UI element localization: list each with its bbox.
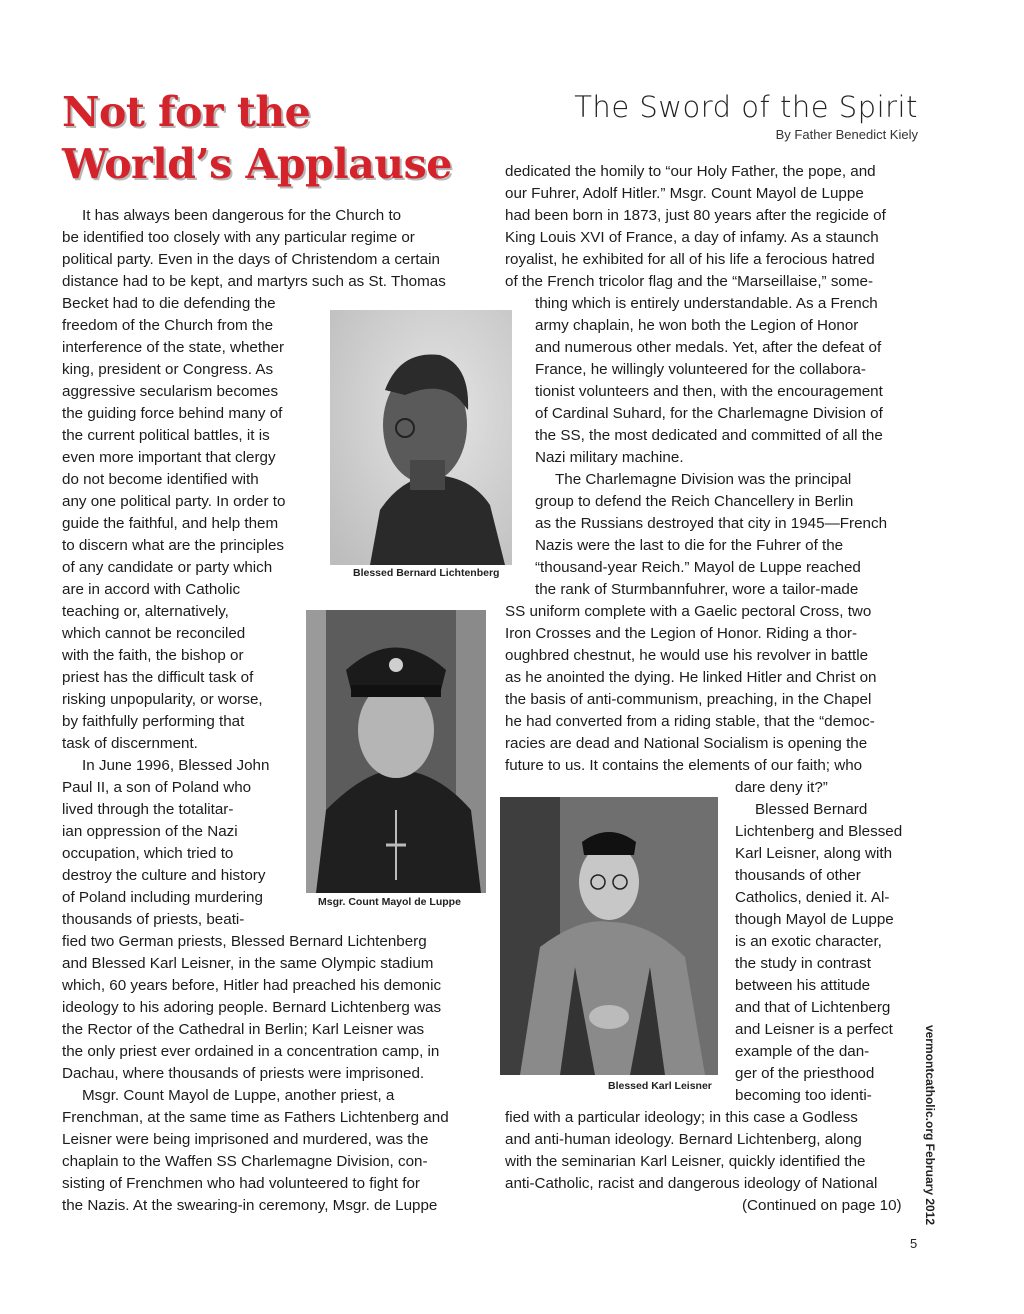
left-column-line: ian oppression of the Nazi [62,823,238,840]
left-column-line: aggressive secularism becomes [62,383,279,400]
right-column-line: and numerous other medals. Yet, after the defeat of [535,339,882,356]
left-column-line: freedom of the Church from the [62,317,274,334]
right-column-line: Nazi military machine. [535,449,684,466]
left-column-line: to discern what are the principles [62,537,285,554]
publication-tag-text: vermontcatholic.org February 2012 [923,1024,937,1226]
right-column-line: France, he willingly volunteered for the collabora- [535,361,866,378]
right-column-line: our Fuhrer, Adolf Hitler.” Msgr. Count Mayol de Luppe [505,185,864,202]
right-column-line: the rank of Sturmbannfuhrer, wore a tailor-made [535,581,859,598]
left-column-line: sisting of Frenchmen who had volunteered to fight for [62,1175,420,1192]
left-column-line: chaplain to the Waffen SS Charlemagne Division, con- [62,1153,428,1170]
left-column-line: the current political battles, it is [62,427,270,444]
left-column-line: by faithfully performing that [62,713,245,730]
right-column-line: dare deny it?” [735,779,828,796]
right-column-line: Catholics, denied it. Al- [735,889,890,906]
left-column-line: which, 60 years before, Hitler had preached his demonic [62,977,442,994]
right-column-line: and that of Lichtenberg [735,999,891,1016]
right-column-line: between his attitude [735,977,871,994]
publication-tag [920,1024,940,1226]
continued-notice: (Continued on page 10) [742,1197,902,1214]
right-column-line: though Mayol de Luppe [735,911,894,928]
photo-mayol-de-luppe [306,610,486,893]
left-column-line: Leisner were being imprisoned and murdered, was the [62,1131,429,1148]
left-column-line: Dachau, where thousands of priests were imprisoned. [62,1065,425,1082]
left-column-line: It has always been dangerous for the Church to [82,207,402,224]
right-column-line: racies are dead and National Socialism is opening the [505,735,868,752]
left-column-line: Paul II, a son of Poland who [62,779,252,796]
right-column-line: and anti-human ideology. Bernard Lichtenberg, along [505,1131,862,1148]
photo-bernard-lichtenberg [330,310,512,565]
right-column-line: and Leisner is a perfect [735,1021,893,1038]
right-column-line: of the French tricolor flag and the “Marseillaise,” some- [505,273,874,290]
left-column-line: king, president or Congress. As [62,361,274,378]
left-column-line: do not become identified with [62,471,259,488]
caption-lichtenberg: Blessed Bernard Lichtenberg [353,567,500,579]
right-column-line: “thousand-year Reich.” Mayol de Luppe reached [535,559,861,576]
right-column-line: Blessed Bernard [755,801,868,818]
left-column-line: Msgr. Count Mayol de Luppe, another priest, a [82,1087,395,1104]
right-column-line: group to defend the Reich Chancellery in Berlin [535,493,854,510]
left-column-line: occupation, which tried to [62,845,234,862]
right-column-line: as the Russians destroyed that city in 1945—French [535,515,888,532]
right-column-line: royalist, he exhibited for all of his life a ferocious hatred [505,251,875,268]
right-column-line: the study in contrast [735,955,871,972]
left-column-line: the only priest ever ordained in a concentration camp, in [62,1043,440,1060]
left-column-line: which cannot be reconciled [62,625,246,642]
right-column-line: King Louis XVI of France, a day of infamy. As a staunch [505,229,879,246]
left-column-line: are in accord with Catholic [62,581,241,598]
right-column-line: Lichtenberg and Blessed [735,823,903,840]
left-column-line: lived through the totalitar- [62,801,234,818]
right-column-line: tionist volunteers and then, with the encouragement [535,383,883,400]
left-column-line: with the faith, the bishop or [62,647,244,664]
left-column-line: and Blessed Karl Leisner, in the same Olympic stadium [62,955,434,972]
left-column-line: political party. Even in the days of Christendom a certain [62,251,440,268]
left-column-line: guide the faithful, and help them [62,515,279,532]
byline: By Father Benedict Kiely [775,127,918,142]
page-number: 5 [910,1236,918,1251]
right-column-line: of Cardinal Suhard, for the Charlemagne Division of [535,405,883,422]
right-column-line: had been born in 1873, just 80 years after the regicide of [505,207,886,224]
left-column-line: interference of the state, whether [62,339,285,356]
right-column-line: Karl Leisner, along with [735,845,893,862]
left-column-line: priest has the difficult task of [62,669,254,686]
left-column-line: any one political party. In order to [62,493,286,510]
left-column-line: In June 1996, Blessed John [82,757,270,774]
left-column-line: of any candidate or party which [62,559,273,576]
left-column-line: destroy the culture and history [62,867,266,884]
right-column-line: with the seminarian Karl Leisner, quickly identified the [505,1153,866,1170]
left-column-line: the guiding force behind many of [62,405,283,422]
right-column-line: Nazis were the last to die for the Fuhrer of the [535,537,844,554]
right-column-line: SS uniform complete with a Gaelic pectoral Cross, two [505,603,872,620]
right-column-line: thing which is entirely understandable. As a French [535,295,878,312]
left-column-line: of Poland including murdering [62,889,263,906]
right-column-line: oughbred chestnut, he would use his revolver in battle [505,647,869,664]
right-column-line: thousands of other [735,867,861,884]
right-column-line: future to us. It contains the elements of our faith; who [505,757,863,774]
left-column-line: risking unpopularity, or worse, [62,691,263,708]
title-line-2: World’s Applause [62,140,452,188]
right-column-line: he had converted from a riding stable, that the “democ- [505,713,875,730]
left-column-line: the Nazis. At the swearing-in ceremony, Msgr. de Luppe [62,1197,438,1214]
left-column-line: distance had to be kept, and martyrs such as St. Thomas [62,273,446,290]
right-column-line: army chaplain, he won both the Legion of Honor [535,317,859,334]
right-column-line: ger of the priesthood [735,1065,875,1082]
title-line-1: Not for the [62,88,311,136]
caption-leisner: Blessed Karl Leisner [608,1080,712,1092]
left-column-line: thousands of priests, beati- [62,911,245,928]
right-column-line: as he anointed the dying. He linked Hitler and Christ on [505,669,877,686]
right-column-line: becoming too identi- [735,1087,872,1104]
right-column-line: The Charlemagne Division was the principal [555,471,852,488]
right-column-line: is an exotic character, [735,933,882,950]
article-title [62,86,482,190]
column-title: The Sword of the Spirit [574,90,918,124]
right-column-line: fied with a particular ideology; in this case a Godless [505,1109,858,1126]
right-column-line: example of the dan- [735,1043,870,1060]
left-column-line: be identified too closely with any particular regime or [62,229,415,246]
left-column-line: teaching or, alternatively, [62,603,229,620]
left-column-line: ideology to his adoring people. Bernard Lichtenberg was [62,999,442,1016]
right-column-line: dedicated the homily to “our Holy Father, the pope, and [505,163,876,180]
right-column-line: Iron Crosses and the Legion of Honor. Riding a thor- [505,625,858,642]
photo-karl-leisner [500,797,718,1075]
left-column-line: fied two German priests, Blessed Bernard Lichtenberg [62,933,427,950]
left-column-line: Frenchman, at the same time as Fathers Lichtenberg and [62,1109,449,1126]
left-column-line: task of discernment. [62,735,198,752]
caption-de-luppe: Msgr. Count Mayol de Luppe [318,896,461,908]
left-column-line: even more important that clergy [62,449,276,466]
right-column-line: anti-Catholic, racist and dangerous ideology of National [505,1175,878,1192]
left-column-line: the Rector of the Cathedral in Berlin; Karl Leisner was [62,1021,425,1038]
right-column-line: the basis of anti-communism, preaching, in the Chapel [505,691,872,708]
right-column-line: the SS, the most dedicated and committed of all the [535,427,883,444]
left-column-line: Becket had to die defending the [62,295,276,312]
